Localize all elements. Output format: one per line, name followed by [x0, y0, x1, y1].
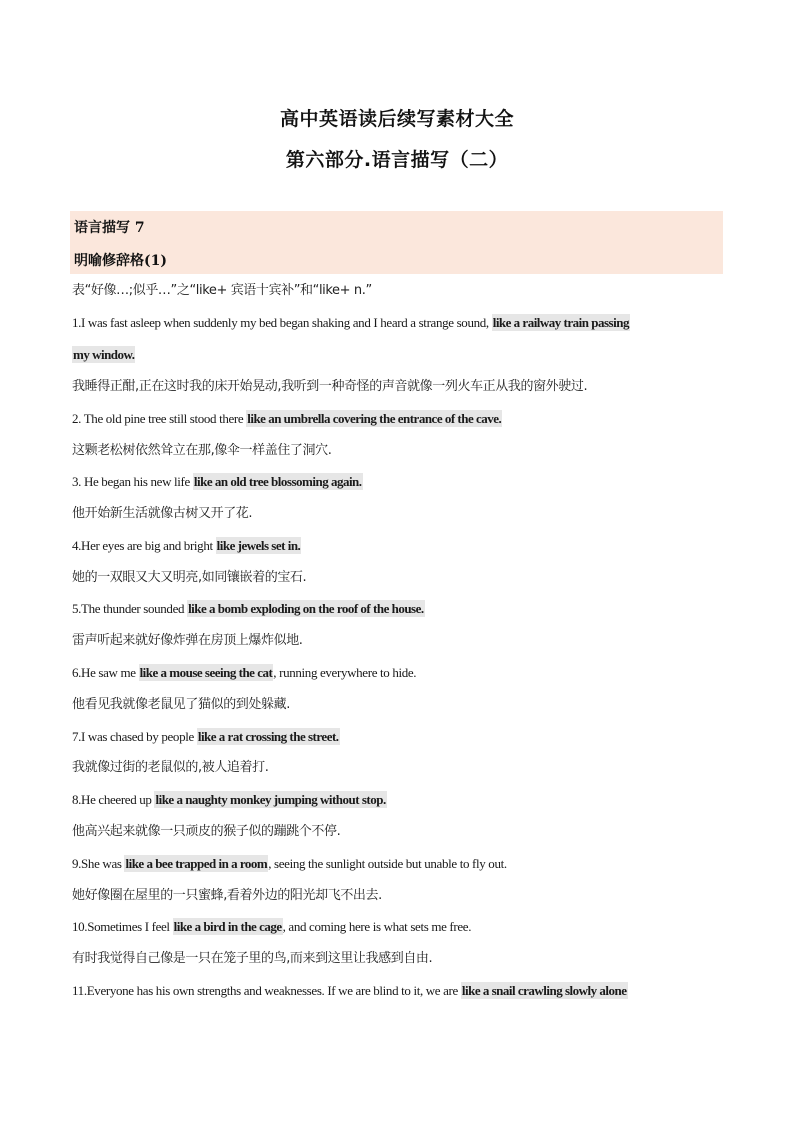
example-9-zh: 她好像圈在屋里的一只蜜蜂,看着外边的阳光却飞不出去. — [72, 888, 382, 903]
example-text: 1.I was fast asleep when suddenly my bed began shaking and I heard a strange sound, — [72, 315, 492, 330]
document-title: 高中英语读后续写素材大全 — [279, 108, 514, 130]
simile-highlight: like a bee trapped in a room — [125, 856, 268, 871]
simile-highlight: like jewels set in. — [216, 538, 301, 553]
example-2-en — [72, 411, 502, 427]
example-2-zh: 这颗老松树依然耸立在那,像伞一样盖住了洞穴. — [72, 443, 332, 458]
section-heading: 语言描写 7 — [74, 220, 145, 236]
example-text: , and coming here is what sets me free. — [282, 919, 472, 934]
example-text: 5.The thunder sounded — [72, 601, 188, 616]
example-1-zh: 我睡得正酣,正在这时我的床开始晃动,我听到一种奇怪的声音就像一列火车正从我的窗外驶过. — [72, 379, 588, 394]
example-text: 2. The old pine tree still stood there — [72, 411, 247, 426]
example-1-en — [72, 315, 630, 331]
example-text: 9.She was — [72, 856, 125, 871]
section-heading-band — [70, 211, 723, 274]
example-3-en — [72, 474, 363, 490]
example-7-zh: 我就像过街的老鼠似的,被人追着打. — [72, 760, 269, 775]
example-6-en — [72, 665, 416, 681]
example-text: 4.Her eyes are big and bright — [72, 538, 216, 553]
example-text: 3. He began his new life — [72, 474, 193, 489]
example-6-zh: 他看见我就像老鼠见了猫似的到处躲藏. — [72, 697, 290, 712]
example-4-en — [72, 538, 301, 554]
example-9-en — [72, 856, 507, 872]
simile-highlight: like a snail crawling slowly alone — [461, 983, 627, 998]
example-text: 10.Sometimes I feel — [72, 919, 173, 934]
example-text: 6.He saw me — [72, 665, 139, 680]
simile-highlight: like a bird in the cage — [173, 919, 282, 934]
simile-highlight: like an umbrella covering the entrance of the cave. — [247, 411, 502, 426]
example-10-en — [72, 919, 471, 935]
example-text: 8.He cheered up — [72, 792, 155, 807]
example-1-en-cont — [72, 347, 135, 363]
example-text: 11.Everyone has his own strengths and weaknesses. If we are blind to it, we are — [72, 983, 461, 998]
document-subtitle: 第六部分.语言描写（二） — [285, 149, 509, 171]
simile-highlight: like a rat crossing the street. — [197, 729, 339, 744]
example-10-zh: 有时我觉得自己像是一只在笼子里的鸟,而来到这里让我感到自由. — [72, 951, 433, 966]
example-3-zh: 他开始新生活就像古树又开了花. — [72, 506, 253, 521]
simile-highlight: like a mouse seeing the cat — [139, 665, 273, 680]
example-8-zh: 他高兴起来就像一只顽皮的猴子似的蹦跳个不停. — [72, 824, 341, 839]
example-8-en — [72, 792, 387, 808]
simile-highlight: my window. — [73, 347, 135, 362]
example-4-zh: 她的一双眼又大又明亮,如同镶嵌着的宝石. — [72, 570, 307, 585]
example-5-en — [72, 601, 425, 617]
example-text: , running everywhere to hide. — [273, 665, 417, 680]
example-text: 7.I was chased by people — [72, 729, 197, 744]
simile-highlight: like a railway train passing — [492, 315, 629, 330]
example-7-en — [72, 729, 340, 745]
simile-highlight: like an old tree blossoming again. — [193, 474, 362, 489]
simile-highlight: like a naughty monkey jumping without stop. — [155, 792, 386, 807]
example-text: , seeing the sunlight outside but unable to fly out. — [268, 856, 507, 871]
intro-text: 表“好像…;似乎…”之“like+ 宾语十宾补”和“like+ n.” — [72, 283, 372, 298]
example-5-zh: 雷声听起来就好像炸弹在房顶上爆炸似地. — [72, 633, 303, 648]
section-subheading: 明喻修辞格(1) — [74, 253, 167, 269]
simile-highlight: like a bomb exploding on the roof of the house. — [188, 601, 424, 616]
example-11-en — [72, 983, 628, 999]
